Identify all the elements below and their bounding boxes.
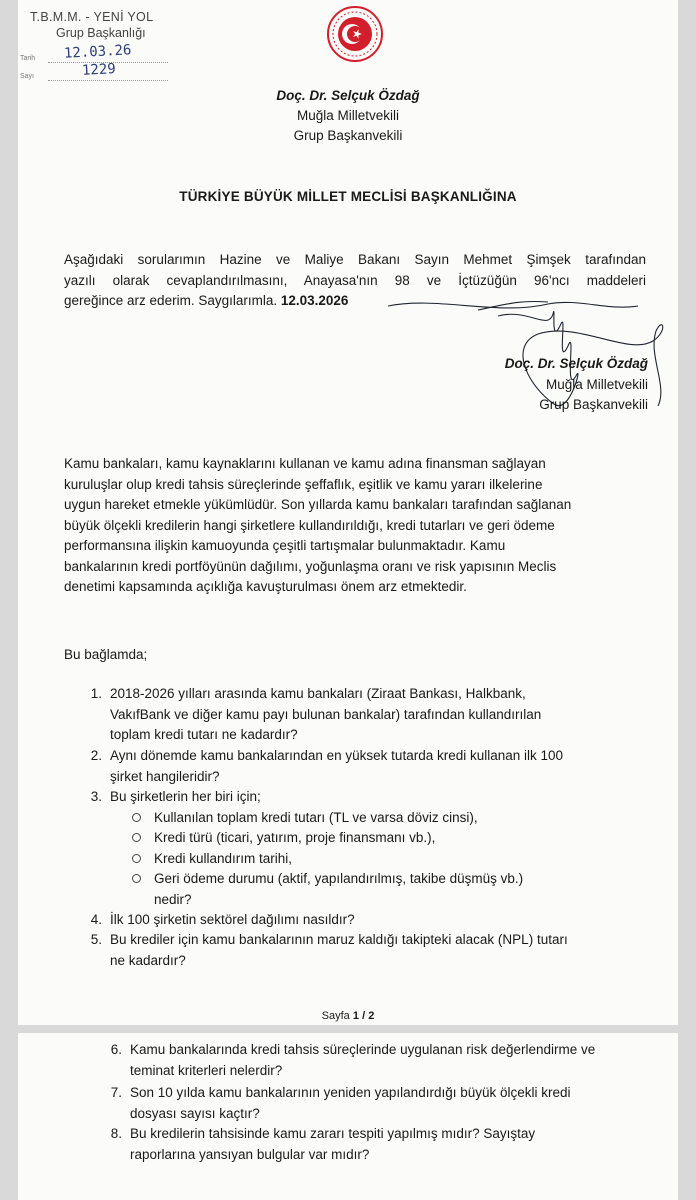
stamp-number-line bbox=[48, 80, 168, 81]
question-line: ne kadardır? bbox=[110, 952, 186, 968]
question-line: Kamu bankalarında kredi tahsis süreçlerinde uygulanan risk değerlendirme ve bbox=[130, 1042, 596, 1057]
sub-item-line: Geri ödeme durumu (aktif, yapılandırılmış, takibe düşmüş vb.) bbox=[154, 871, 524, 886]
question-line: teminat kriterleri nelerdir? bbox=[130, 1062, 283, 1078]
bullet-icon bbox=[132, 854, 141, 863]
question-number: 6. bbox=[110, 1042, 122, 1057]
header-group-role: Grup Başkanvekili bbox=[293, 128, 403, 143]
question-number: 1. bbox=[90, 686, 102, 701]
stamp-org: T.B.M.M. - YENİ YOL bbox=[30, 10, 154, 24]
signature-block bbox=[458, 354, 648, 416]
header-role: Muğla Milletvekili bbox=[296, 108, 400, 123]
intro-line: yazılı olarak cevaplandırılmasını, Anayasa'nın 98 ve İçtüzüğün 96'ncı maddeleri bbox=[64, 272, 646, 288]
question-line: Bu kredilerin tahsisinde kamu zararı tespiti yapılmış mıdır? Sayıştay bbox=[130, 1126, 536, 1141]
body-line: bankalarının kredi portföyünün dağılımı, yoğunlaşma oranı ve risk yapısının Meclis bbox=[64, 558, 557, 574]
stamp-date-label: Tarih bbox=[20, 55, 36, 62]
question-number: 8. bbox=[110, 1126, 122, 1141]
body-line: Kamu bankaları, kamu kaynaklarını kullanan ve kamu adına finansman sağlayan bbox=[64, 456, 546, 471]
question-line: İlk 100 şirketin sektörel dağılımı nasıldır? bbox=[110, 912, 355, 927]
lead-in: Bu bağlamda; bbox=[64, 647, 148, 662]
body-line: denetimi kapsamında açıklığa kavuşturulması önem arz etmektedir. bbox=[64, 579, 467, 594]
bullet-icon bbox=[132, 874, 141, 883]
footer-total: 2 bbox=[368, 1010, 375, 1022]
footer-prefix: Sayfa bbox=[321, 1010, 350, 1022]
stamp-number-value: 1229 bbox=[81, 61, 117, 79]
body-paragraph bbox=[64, 454, 654, 598]
question-number: 7. bbox=[110, 1085, 122, 1100]
question-number: 5. bbox=[90, 932, 102, 947]
question-number: 2. bbox=[90, 748, 102, 763]
signature-group-role: Grup Başkanvekili bbox=[539, 397, 648, 412]
intro-closing: gereğince arz ederim. Saygılarımla. bbox=[64, 293, 278, 308]
sub-item-line: nedir? bbox=[154, 891, 192, 907]
document-page-1 bbox=[18, 0, 678, 1025]
sub-item-line: Kredi kullandırım tarihi, bbox=[154, 851, 293, 866]
question-line: toplam kredi tutarı ne kadardır? bbox=[110, 727, 298, 742]
stamp-date-value: 12.03.26 bbox=[63, 42, 132, 62]
question-line: dosyası sayısı kaçtır? bbox=[130, 1105, 260, 1121]
question-line: Son 10 yılda kamu bankalarının yeniden yapılandırdığı büyük ölçekli kredi bbox=[130, 1085, 571, 1100]
intro-date: 12.03.2026 bbox=[280, 293, 349, 308]
signature-role: Muğla Milletvekili bbox=[545, 376, 648, 392]
question-line: Bu krediler için kamu bankalarının maruz kaldığı takipteki alacak (NPL) tutarı bbox=[110, 932, 568, 947]
signature-name: Doç. Dr. Selçuk Özdağ bbox=[504, 356, 648, 371]
question-line: raporlarına yansıyan bulgular var mıdır? bbox=[130, 1146, 370, 1162]
stamp-group: Grup Başkanlığı bbox=[56, 26, 146, 40]
question-line: Aynı dönemde kamu bankalarından en yüksek tutarda kredi kullanan ilk 100 bbox=[110, 748, 564, 763]
sub-item-line: Kredi türü (ticari, yatırım, proje finansmanı vb.), bbox=[154, 830, 436, 845]
body-line: uygun hareket etmekle yükümlüdür. Son yıllarda kamu bankaları tarafından sağlanan bbox=[64, 497, 572, 512]
body-line: performansına ilişkin kamuoyunda çeşitli tartışmalar bulunmaktadır. Kamu bbox=[64, 538, 506, 553]
question-line: VakıfBank ve diğer kamu payı bulunan bankalar) tarafından kullandırılan bbox=[110, 706, 542, 722]
header-name: Doç. Dr. Selçuk Özdağ bbox=[276, 88, 420, 103]
document-title: TÜRKİYE BÜYÜK MİLLET MECLİSİ BAŞKANLIĞINA bbox=[179, 189, 517, 204]
document-page-2 bbox=[18, 1033, 678, 1200]
bullet-icon bbox=[132, 833, 141, 842]
footer-sep: / bbox=[362, 1010, 366, 1022]
page-footer bbox=[18, 1010, 678, 1022]
question-line: Bu şirketlerin her biri için; bbox=[110, 789, 261, 804]
body-line: kuruluşlar olup kredi tahsis süreçlerinde şeffaflık, eşitlik ve kamu yararı ilkelerine bbox=[64, 476, 543, 492]
question-number: 4. bbox=[90, 912, 102, 927]
question-line: 2018-2026 yılları arasında kamu bankaları (Ziraat Bankası, Halkbank, bbox=[110, 686, 526, 701]
intro-line: Aşağıdaki sorularımın Hazine ve Maliye Bakanı Sayın Mehmet Şimşek tarafından bbox=[64, 252, 646, 267]
tbmm-emblem-icon bbox=[327, 6, 383, 62]
body-line: büyük ölçekli kredilerin hangi şirketlere kullandırıldığı, kredi tutarları ve geri ödeme bbox=[64, 517, 555, 533]
sub-item-line: Kullanılan toplam kredi tutarı (TL ve varsa döviz cinsi), bbox=[154, 810, 478, 825]
footer-page: 1 bbox=[352, 1010, 359, 1022]
stamp-number-label: Sayı bbox=[20, 73, 35, 80]
question-number: 3. bbox=[90, 789, 102, 804]
incoming-stamp bbox=[20, 4, 172, 80]
bullet-icon bbox=[132, 813, 141, 822]
question-line: şirket hangileridir? bbox=[110, 768, 220, 784]
